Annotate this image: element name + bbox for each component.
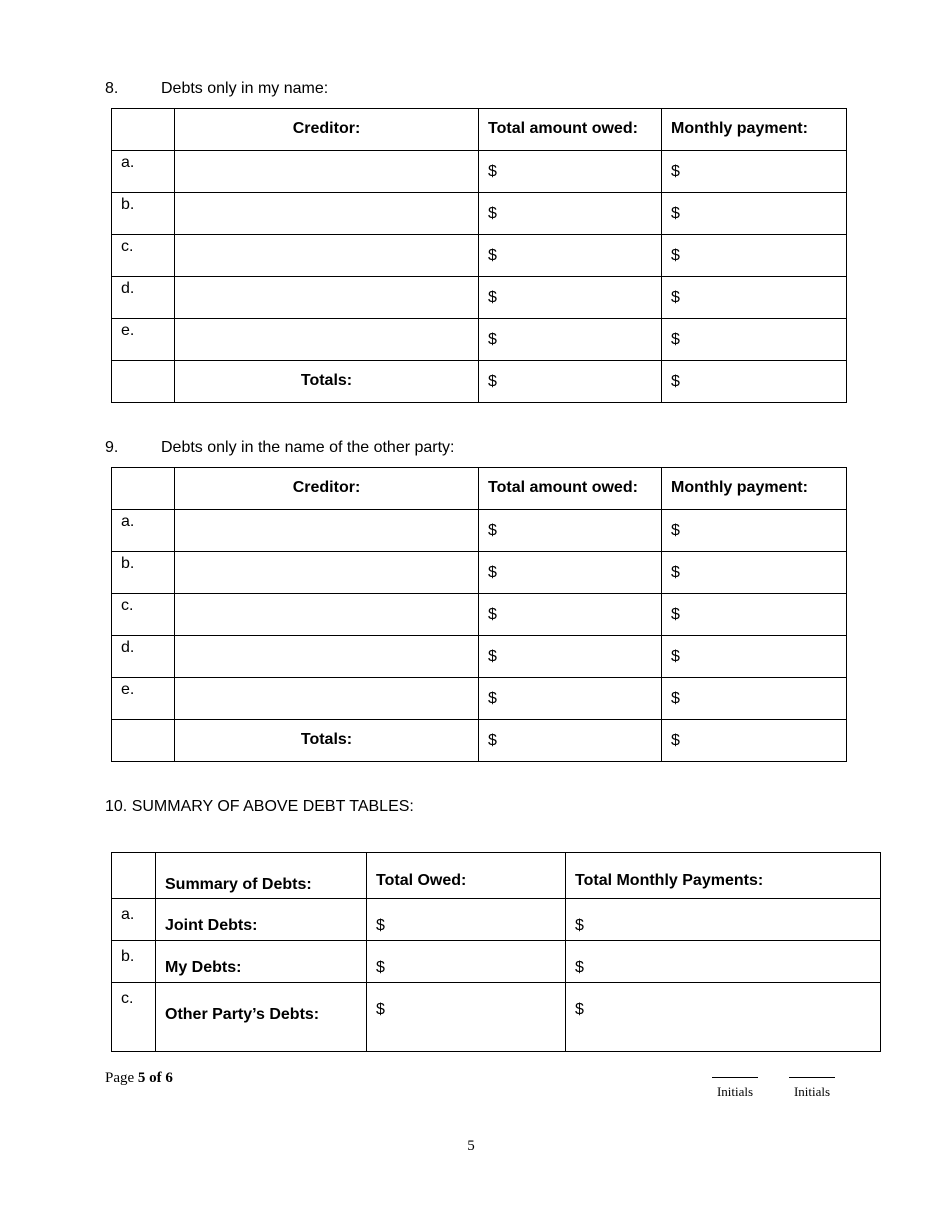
total-owed-value: $ bbox=[488, 205, 497, 222]
total-owed-field[interactable] bbox=[367, 899, 566, 941]
row-letter-cell bbox=[112, 636, 175, 678]
table-row bbox=[112, 277, 847, 319]
totals-monthly-value: $ bbox=[671, 732, 680, 749]
monthly-payment-value: $ bbox=[671, 163, 680, 180]
monthly-payment-value: $ bbox=[671, 205, 680, 222]
monthly-payment-field[interactable] bbox=[662, 319, 847, 361]
monthly-payment-value: $ bbox=[671, 648, 680, 665]
total-owed-value: $ bbox=[488, 606, 497, 623]
totals-monthly-field[interactable] bbox=[662, 361, 847, 403]
row-letter-cell bbox=[112, 941, 156, 983]
total-owed-field[interactable] bbox=[479, 277, 662, 319]
row-letter: a. bbox=[121, 154, 135, 171]
monthly-payment-header: Monthly payment: bbox=[671, 120, 808, 137]
table-row bbox=[112, 552, 847, 594]
total-owed-value: $ bbox=[488, 648, 497, 665]
section-9-heading bbox=[105, 439, 455, 457]
monthly-payment-field[interactable] bbox=[662, 510, 847, 552]
row-letter-cell bbox=[112, 899, 156, 941]
monthly-payment-value: $ bbox=[671, 289, 680, 306]
row-letter: e. bbox=[121, 322, 135, 339]
creditor-header: Creditor: bbox=[292, 120, 361, 137]
total-owed-value: $ bbox=[376, 1001, 385, 1018]
header-letter-cell bbox=[112, 853, 156, 899]
other-party-debts-label: Other Party’s Debts: bbox=[165, 1006, 320, 1023]
total-owed-value: $ bbox=[488, 289, 497, 306]
creditor-field[interactable] bbox=[175, 552, 479, 594]
summary-label-cell bbox=[156, 983, 367, 1052]
row-letter: c. bbox=[121, 990, 134, 1007]
total-owed-header: Total amount owed: bbox=[488, 479, 638, 496]
initials-label: Initials bbox=[793, 1084, 831, 1099]
row-letter: e. bbox=[121, 681, 135, 698]
monthly-payment-field[interactable] bbox=[662, 151, 847, 193]
creditor-field[interactable] bbox=[175, 151, 479, 193]
row-letter: c. bbox=[121, 238, 134, 255]
monthly-payment-field[interactable] bbox=[662, 594, 847, 636]
totals-monthly-field[interactable] bbox=[662, 720, 847, 762]
header-summary-cell bbox=[156, 853, 367, 899]
monthly-payment-value: $ bbox=[671, 690, 680, 707]
monthly-payment-header: Monthly payment: bbox=[671, 479, 808, 496]
table-row bbox=[112, 983, 881, 1052]
total-owed-field[interactable] bbox=[479, 235, 662, 277]
table-row bbox=[112, 678, 847, 720]
initials-label: Initials bbox=[716, 1084, 754, 1099]
page-number: 5 bbox=[467, 1138, 475, 1154]
total-monthly-field[interactable] bbox=[566, 983, 881, 1052]
total-owed-value: $ bbox=[488, 163, 497, 180]
total-monthly-value: $ bbox=[575, 1001, 584, 1018]
total-owed-field[interactable] bbox=[479, 594, 662, 636]
total-owed-value: $ bbox=[488, 331, 497, 348]
monthly-payment-value: $ bbox=[671, 522, 680, 539]
row-letter-cell bbox=[112, 151, 175, 193]
row-letter: b. bbox=[121, 196, 135, 213]
debts-my-name-table bbox=[111, 108, 847, 403]
total-owed-field[interactable] bbox=[367, 983, 566, 1052]
section-8-heading bbox=[105, 80, 328, 98]
row-letter: b. bbox=[121, 555, 135, 572]
total-owed-header: Total amount owed: bbox=[488, 120, 638, 137]
row-letter: d. bbox=[121, 280, 135, 297]
row-letter: a. bbox=[121, 513, 135, 530]
row-letter-cell bbox=[112, 277, 175, 319]
page-indicator bbox=[105, 1070, 173, 1087]
row-letter: a. bbox=[121, 906, 135, 923]
page-of: 5 of 6 bbox=[137, 1070, 173, 1086]
total-owed-field[interactable] bbox=[479, 151, 662, 193]
header-total-monthly-cell bbox=[566, 853, 881, 899]
totals-owed-field[interactable] bbox=[479, 720, 662, 762]
row-letter: b. bbox=[121, 948, 135, 965]
totals-owed-value: $ bbox=[488, 732, 497, 749]
section-10-heading: 10. SUMMARY OF ABOVE DEBT TABLES: bbox=[105, 798, 414, 815]
creditor-field[interactable] bbox=[175, 594, 479, 636]
summary-label-cell bbox=[156, 941, 367, 983]
monthly-payment-field[interactable] bbox=[662, 678, 847, 720]
row-letter-cell bbox=[112, 235, 175, 277]
header-total-owed-cell bbox=[479, 109, 662, 151]
totals-row bbox=[112, 361, 847, 403]
header-creditor-cell bbox=[175, 109, 479, 151]
row-letter-cell bbox=[112, 193, 175, 235]
page-prefix: Page bbox=[105, 1070, 135, 1086]
total-monthly-payments-header: Total Monthly Payments: bbox=[575, 872, 764, 889]
creditor-field[interactable] bbox=[175, 510, 479, 552]
total-owed-value: $ bbox=[376, 959, 385, 976]
total-owed-value: $ bbox=[488, 522, 497, 539]
monthly-payment-value: $ bbox=[671, 564, 680, 581]
totals-owed-field[interactable] bbox=[479, 361, 662, 403]
total-owed-field[interactable] bbox=[479, 510, 662, 552]
total-owed-field[interactable] bbox=[479, 319, 662, 361]
monthly-payment-field[interactable] bbox=[662, 193, 847, 235]
creditor-field[interactable] bbox=[175, 193, 479, 235]
creditor-field[interactable] bbox=[175, 235, 479, 277]
row-letter-cell bbox=[112, 678, 175, 720]
initials-line bbox=[712, 1077, 758, 1084]
summary-label-cell bbox=[156, 899, 367, 941]
initials-field-2[interactable] bbox=[788, 1077, 836, 1100]
monthly-payment-value: $ bbox=[671, 247, 680, 264]
table-row bbox=[112, 594, 847, 636]
row-letter: c. bbox=[121, 597, 134, 614]
monthly-payment-field[interactable] bbox=[662, 636, 847, 678]
summary-of-debts-header: Summary of Debts: bbox=[165, 876, 312, 893]
creditor-field[interactable] bbox=[175, 319, 479, 361]
monthly-payment-field[interactable] bbox=[662, 235, 847, 277]
monthly-payment-value: $ bbox=[671, 331, 680, 348]
creditor-header: Creditor: bbox=[292, 479, 361, 496]
total-owed-field[interactable] bbox=[367, 941, 566, 983]
header-total-owed-cell bbox=[479, 468, 662, 510]
header-total-owed-cell bbox=[367, 853, 566, 899]
row-letter-cell bbox=[112, 510, 175, 552]
totals-label: Totals: bbox=[300, 731, 353, 748]
creditor-field[interactable] bbox=[175, 277, 479, 319]
debt-summary-table bbox=[111, 852, 881, 1052]
creditor-field[interactable] bbox=[175, 678, 479, 720]
row-letter-cell bbox=[112, 552, 175, 594]
initials-line bbox=[789, 1077, 835, 1084]
section-9-number: 9. bbox=[105, 439, 119, 456]
section-8-title: Debts only in my name: bbox=[161, 80, 329, 97]
table-header-row bbox=[112, 468, 847, 510]
table-row bbox=[112, 151, 847, 193]
table-row bbox=[112, 510, 847, 552]
header-monthly-cell bbox=[662, 109, 847, 151]
my-debts-label: My Debts: bbox=[165, 959, 242, 976]
table-row bbox=[112, 319, 847, 361]
monthly-payment-value: $ bbox=[671, 606, 680, 623]
debts-other-party-table bbox=[111, 467, 847, 762]
total-monthly-value: $ bbox=[575, 959, 584, 976]
table-row bbox=[112, 636, 847, 678]
total-owed-value: $ bbox=[488, 564, 497, 581]
total-owed-value: $ bbox=[376, 917, 385, 934]
table-row bbox=[112, 235, 847, 277]
table-header-row bbox=[112, 853, 881, 899]
table-row bbox=[112, 899, 881, 941]
totals-letter-cell bbox=[112, 361, 175, 403]
creditor-field[interactable] bbox=[175, 636, 479, 678]
header-letter-cell bbox=[112, 109, 175, 151]
row-letter-cell bbox=[112, 594, 175, 636]
totals-owed-value: $ bbox=[488, 373, 497, 390]
total-owed-field[interactable] bbox=[479, 193, 662, 235]
initials-field-1[interactable] bbox=[711, 1077, 759, 1100]
header-creditor-cell bbox=[175, 468, 479, 510]
joint-debts-label: Joint Debts: bbox=[165, 917, 258, 934]
total-monthly-field[interactable] bbox=[566, 899, 881, 941]
row-letter-cell bbox=[112, 319, 175, 361]
total-owed-field[interactable] bbox=[479, 636, 662, 678]
table-row bbox=[112, 193, 847, 235]
total-owed-header: Total Owed: bbox=[376, 872, 467, 889]
section-9-title: Debts only in the name of the other party: bbox=[161, 439, 455, 456]
totals-label-cell bbox=[175, 361, 479, 403]
table-row bbox=[112, 941, 881, 983]
totals-monthly-value: $ bbox=[671, 373, 680, 390]
total-owed-field[interactable] bbox=[479, 552, 662, 594]
totals-label: Totals: bbox=[300, 372, 353, 389]
total-owed-field[interactable] bbox=[479, 678, 662, 720]
total-monthly-field[interactable] bbox=[566, 941, 881, 983]
row-letter: d. bbox=[121, 639, 135, 656]
monthly-payment-field[interactable] bbox=[662, 277, 847, 319]
section-8-number: 8. bbox=[105, 80, 119, 97]
total-owed-value: $ bbox=[488, 690, 497, 707]
monthly-payment-field[interactable] bbox=[662, 552, 847, 594]
row-letter-cell bbox=[112, 983, 156, 1052]
totals-letter-cell bbox=[112, 720, 175, 762]
total-monthly-value: $ bbox=[575, 917, 584, 934]
totals-label-cell bbox=[175, 720, 479, 762]
header-monthly-cell bbox=[662, 468, 847, 510]
header-letter-cell bbox=[112, 468, 175, 510]
total-owed-value: $ bbox=[488, 247, 497, 264]
totals-row bbox=[112, 720, 847, 762]
table-header-row bbox=[112, 109, 847, 151]
